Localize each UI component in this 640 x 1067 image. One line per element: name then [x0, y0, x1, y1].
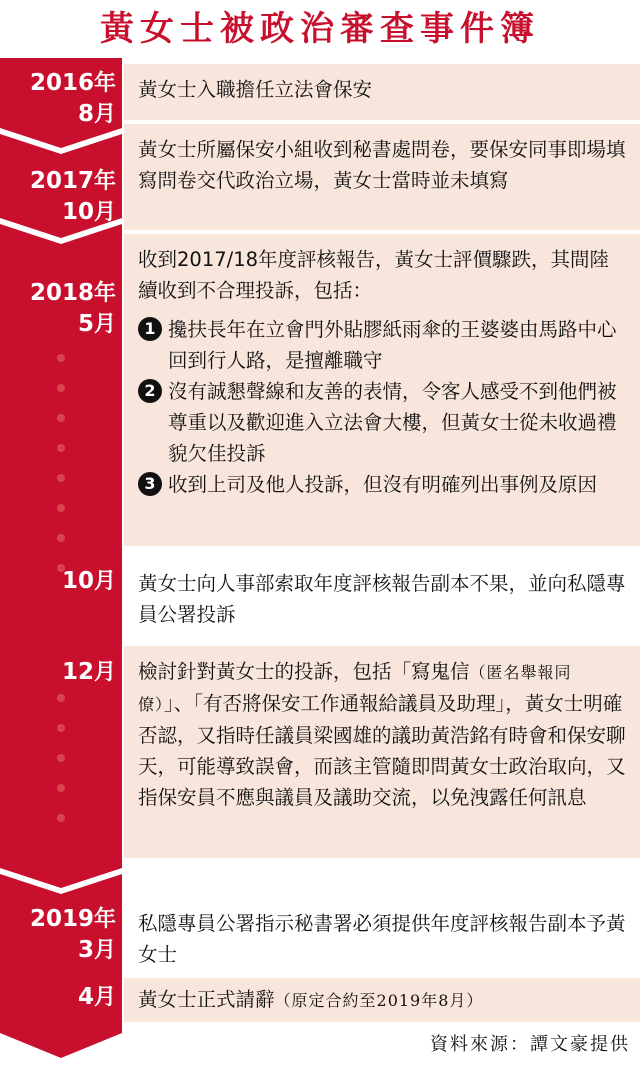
entry-2018-10	[124, 558, 640, 636]
entry-text: 私隱專員公署指示秘書署必須提供年度評核報告副本予黃女士	[138, 912, 626, 966]
entry-2018-12	[124, 646, 640, 858]
number-badge-2: 2	[138, 379, 162, 403]
number-badge-1: 1	[138, 317, 162, 341]
list-item: 2 沒有誠懇聲線和友善的表情，令客人感受不到他們被尊重以及歡迎進入立法會大樓，但黃女士從未收過禮貌欠佳投訴	[138, 376, 626, 469]
date-2017-10: 2017年 10月	[29, 168, 116, 225]
entry-2017-10	[124, 124, 640, 230]
entry-2016-8	[124, 64, 640, 120]
date-2016-8: 2016年 8月	[29, 70, 116, 127]
list-item: 1 攙扶長年在立會門外貼膠紙雨傘的王婆婆由馬路中心回到行人路，是擅離職守	[138, 314, 626, 376]
date-2018-5: 2018年 5月	[29, 280, 116, 337]
entry-2019-4	[124, 978, 640, 1022]
date-2019-4: 4月	[77, 984, 116, 1010]
list-item: 3 收到上司及他人投訴，但沒有明確列出事例及原因	[138, 469, 626, 500]
number-badge-3: 3	[138, 472, 162, 496]
entry-text: 黃女士入職擔任立法會保安	[138, 78, 373, 101]
date-2018-12: 12月	[61, 659, 116, 685]
date-2019-3: 2019年 3月	[29, 906, 116, 963]
entry-text: 黃女士向人事部索取年度評核報告副本不果，並向私隱專員公署投訴	[138, 572, 626, 626]
entry-text: 黃女士正式請辭（原定合約至2019年8月）	[138, 988, 484, 1011]
entry-text: 黃女士所屬保安小組收到秘書處問卷，要保安同事即場填寫問卷交代政治立場，黃女士當時並未填寫	[138, 138, 626, 192]
date-2018-10: 10月	[61, 568, 116, 594]
entry-2018-5	[124, 234, 640, 546]
page-title: 黃女士被政治審查事件簿	[100, 9, 540, 49]
entry-2019-3	[124, 898, 640, 974]
entry-intro: 收到2017/18年度評核報告，黃女士評價驟跌，其間陸續收到不合理投訴，包括：	[138, 248, 610, 302]
entry-text: 檢討針對黃女士的投訴，包括「寫鬼信（匿名舉報同僚）」、「有否將保安工作通報給議員及助理」，黃女士明確否認，又指時任議員梁國雄的議助黃浩銘有時會和保安聊天，可能導致誤會，而該主管隨即問黃女士政治取向，又指保安員不應與議員及議助交流，以免洩露任何訊息	[138, 660, 626, 809]
source-credit: 資料來源：譚文豪提供	[430, 1034, 630, 1055]
